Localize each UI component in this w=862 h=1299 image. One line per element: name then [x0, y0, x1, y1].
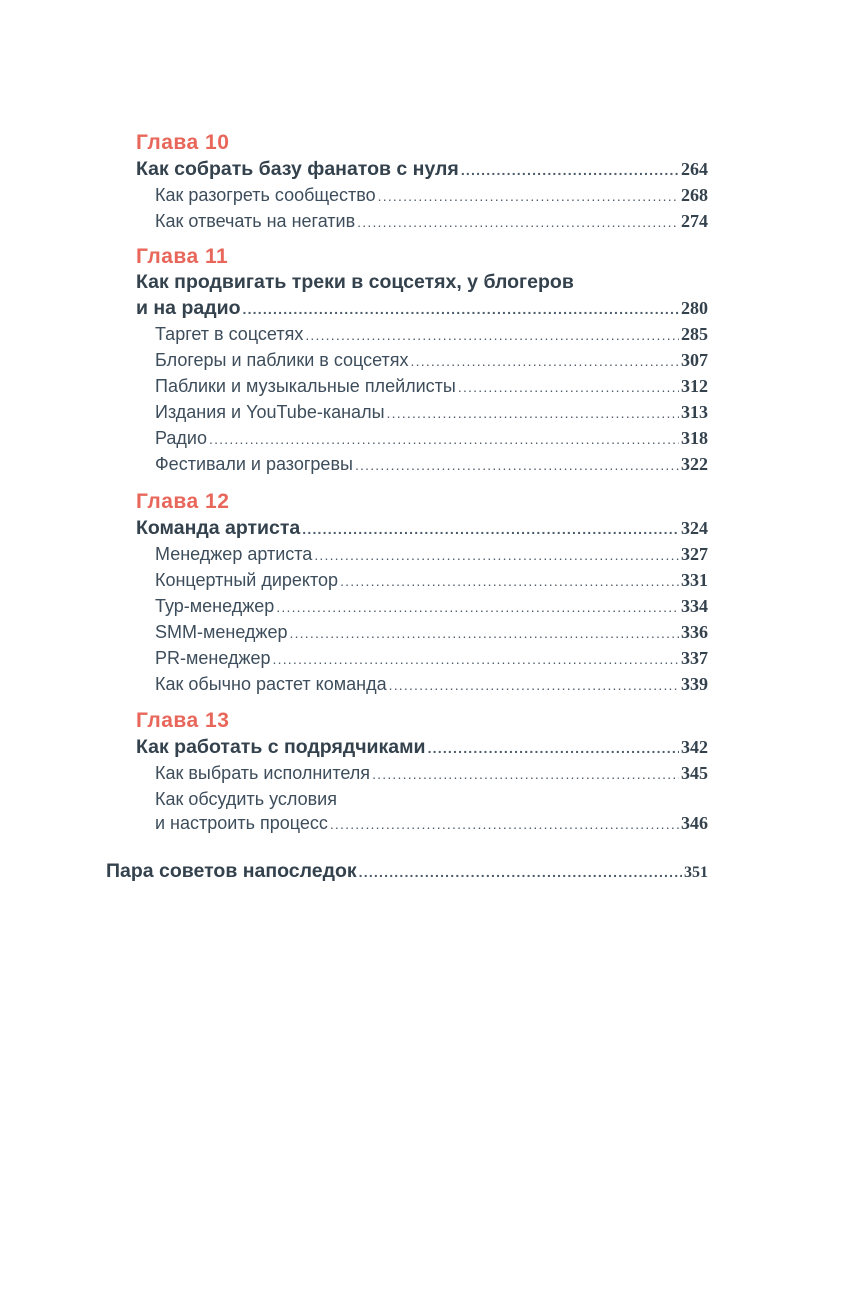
section-title: Блогеры и паблики в соцсетях [155, 350, 409, 370]
page-number: 342 [681, 737, 708, 757]
final-entry-title: Пара советов напоследок [106, 860, 357, 882]
chapter-title-line: Как продвигать треки в соцсетях, у блогеров [136, 271, 574, 293]
section-row[interactable] [155, 596, 708, 617]
page-number: 346 [681, 813, 708, 833]
section-title: Фестивали и разогревы [155, 454, 353, 474]
dot-leader [387, 406, 679, 420]
chapter-title-row[interactable] [136, 158, 708, 181]
page-number: 345 [681, 763, 708, 783]
page-number: 331 [681, 570, 708, 590]
page-number: 264 [681, 159, 708, 179]
section-row[interactable] [155, 570, 708, 591]
dot-leader [389, 678, 679, 692]
dot-leader [359, 865, 682, 879]
page-number: 280 [681, 298, 708, 318]
final-entry-row[interactable] [106, 860, 708, 883]
section-row[interactable] [155, 376, 708, 397]
chapter-title-row[interactable] [136, 736, 708, 759]
section-row[interactable] [155, 813, 708, 834]
chapter-title: Как собрать базу фанатов с нуля [136, 158, 459, 180]
dot-leader [209, 432, 679, 446]
page-number: 324 [681, 518, 708, 538]
dot-leader [290, 626, 680, 640]
dot-leader [378, 189, 679, 203]
page-number: 334 [681, 596, 708, 616]
dot-leader [276, 600, 679, 614]
chapter-title: Как работать с подрядчиками [136, 736, 426, 758]
dot-leader [411, 354, 679, 368]
dot-leader [355, 458, 679, 472]
section-row[interactable] [155, 622, 708, 643]
section-row[interactable] [155, 428, 708, 449]
section-row[interactable] [155, 454, 708, 475]
page-number: 351 [684, 864, 708, 881]
dot-leader [372, 767, 679, 781]
section-title: PR-менеджер [155, 648, 271, 668]
section-title: Как разогреть сообщество [155, 185, 376, 205]
section-title: Издания и YouTube-каналы [155, 402, 385, 422]
dot-leader [330, 817, 679, 831]
section-title-line: Как обсудить условия [155, 789, 337, 809]
dot-leader [340, 574, 679, 588]
section-title: Таргет в соцсетях [155, 324, 304, 344]
section-title: Менеджер артиста [155, 544, 313, 564]
chapter-title: Команда артиста [136, 517, 301, 539]
dot-leader [273, 652, 679, 666]
section-row[interactable] [155, 324, 708, 345]
page-number: 274 [681, 211, 708, 231]
page-number: 337 [681, 648, 708, 668]
page-number: 285 [681, 324, 708, 344]
page-number: 268 [681, 185, 708, 205]
page-number: 318 [681, 428, 708, 448]
dot-leader [461, 163, 679, 177]
section-row[interactable] [155, 648, 708, 669]
chapter-title-row[interactable] [136, 297, 708, 320]
chapter-heading: Глава 10 [136, 131, 230, 154]
page-number: 327 [681, 544, 708, 564]
section-title: и настроить процесс [155, 813, 328, 833]
page-number: 313 [681, 402, 708, 422]
section-title: Как выбрать исполнителя [155, 763, 371, 783]
dot-leader [242, 302, 679, 316]
section-row[interactable] [155, 674, 708, 695]
page-number: 307 [681, 350, 708, 370]
section-title: Тур-менеджер [155, 596, 275, 616]
dot-leader [314, 548, 679, 562]
dot-leader [357, 215, 679, 229]
chapter-heading: Глава 12 [136, 490, 230, 513]
chapter-title: и на радио [136, 297, 241, 319]
dot-leader [305, 328, 679, 342]
section-row[interactable] [155, 350, 708, 371]
dot-leader [458, 380, 679, 394]
page-number: 336 [681, 622, 708, 642]
chapter-title-row[interactable] [136, 517, 708, 540]
section-row[interactable] [155, 185, 708, 206]
page-number: 322 [681, 454, 708, 474]
section-title: Паблики и музыкальные плейлисты [155, 376, 456, 396]
page-number: 312 [681, 376, 708, 396]
section-title: Радио [155, 428, 207, 448]
chapter-heading: Глава 11 [136, 245, 229, 268]
chapter-heading: Глава 13 [136, 709, 230, 732]
section-title: Как отвечать на негатив [155, 211, 356, 231]
dot-leader [428, 741, 679, 755]
page-number: 339 [681, 674, 708, 694]
section-row[interactable] [155, 763, 708, 784]
section-title: SMM-менеджер [155, 622, 288, 642]
section-title: Как обычно растет команда [155, 674, 387, 694]
section-row[interactable] [155, 211, 708, 232]
section-row[interactable] [155, 544, 708, 565]
section-title: Концертный директор [155, 570, 339, 590]
section-row[interactable] [155, 402, 708, 423]
dot-leader [302, 522, 679, 536]
